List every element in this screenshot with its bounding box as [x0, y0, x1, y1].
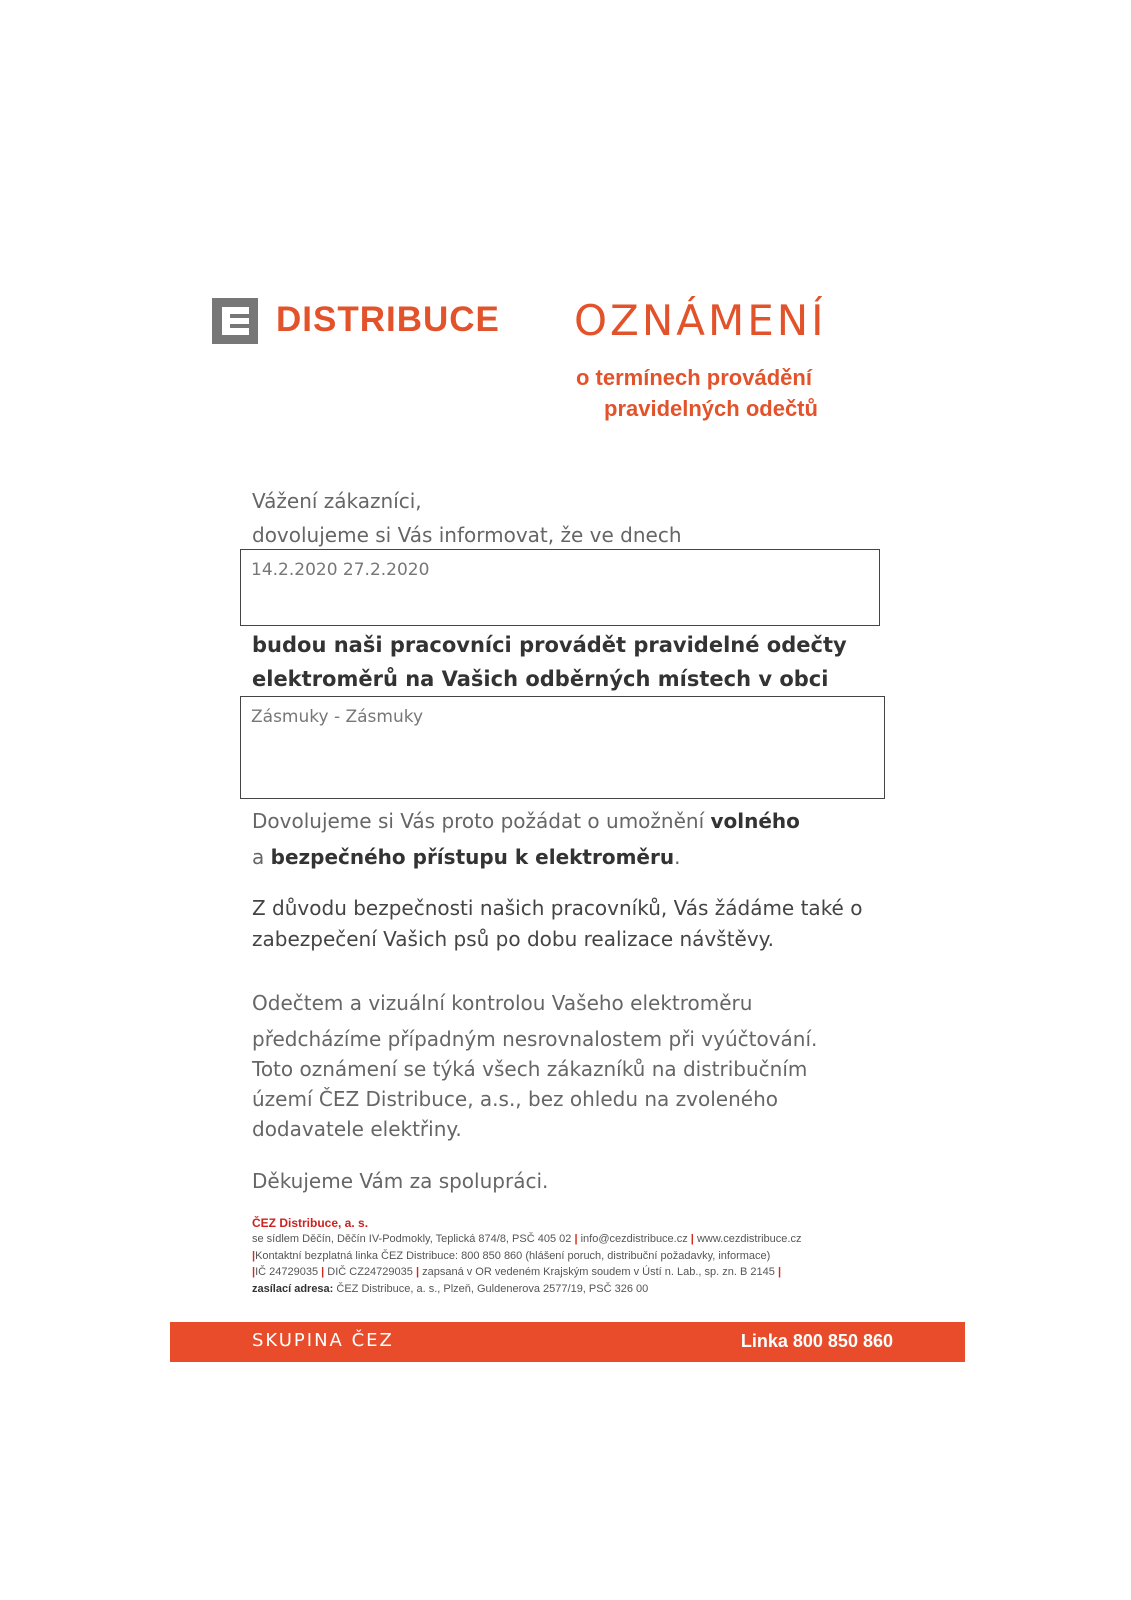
footer-line-2: [252, 1250, 770, 1262]
footer-ico: IČ 24729035: [255, 1266, 319, 1278]
greeting: Vážení zákazníci,: [252, 489, 422, 513]
footer-company: ČEZ Distribuce, a. s.: [252, 1216, 369, 1230]
workers-line-2: elektroměrů na Vašich odběrných místech v obci: [252, 667, 829, 691]
info-line-3: Toto oznámení se týká všech zákazníků na distribučním: [252, 1057, 808, 1081]
access-line-2: [252, 842, 680, 872]
access-line-2-bold: bezpečného přístupu k elektroměru: [270, 845, 675, 869]
hotline-number: Linka 800 850 860: [740, 1331, 893, 1351]
footer-seat: se sídlem Děčín, Děčín IV-Podmokly, Teplická 874/8, PSČ 405 02: [252, 1233, 572, 1245]
thanks-text: Děkujeme Vám za spolupráci.: [252, 1169, 549, 1193]
footer-dic: DIČ CZ24729035: [327, 1266, 413, 1278]
cez-logo-icon: [212, 298, 258, 344]
footer-separator: |: [574, 1233, 578, 1245]
footer-line-4: [252, 1283, 648, 1295]
footer-mail-label: zasílací adresa:: [252, 1283, 334, 1295]
page-title: OZNÁMENÍ: [574, 296, 827, 345]
footer-mail-address: ČEZ Distribuce, a. s., Plzeň, Guldenerova 2577/19, PSČ 326 00: [336, 1283, 649, 1295]
footer-band: [170, 1322, 965, 1362]
logo-text: DISTRIBUCE: [276, 300, 500, 339]
page-subtitle: [576, 362, 846, 424]
footer-separator: |: [415, 1266, 420, 1278]
footer-email-link[interactable]: info@cezdistribuce.cz: [580, 1233, 688, 1245]
municipality-box: [240, 696, 885, 799]
info-line-1: Odečtem a vizuální kontrolou Vašeho elektroměru: [252, 991, 753, 1015]
access-line-1: [252, 806, 800, 836]
dates-value: 14.2.2020 27.2.2020: [251, 560, 430, 580]
footer-separator: |: [252, 1250, 256, 1262]
info-line-2: předcházíme případným nesrovnalostem při vyúčtování.: [252, 1027, 818, 1051]
access-line-2-end: .: [674, 845, 681, 869]
subtitle-line-1: o termínech provádění: [576, 365, 812, 390]
footer-hotline-info: Kontaktní bezplatná linka ČEZ Distribuce: 800 850 860 (hlášení poruch, distribuční požadavky, informace): [255, 1250, 771, 1262]
municipality-value: Zásmuky - Zásmuky: [251, 707, 424, 727]
access-line-1-text: Dovolujeme si Vás proto požádat o umožnění: [252, 809, 711, 833]
access-line-2-text: a: [252, 845, 271, 869]
footer-separator: |: [321, 1266, 325, 1278]
intro-text: dovolujeme si Vás informovat, že ve dnech: [252, 523, 682, 547]
access-line-1-bold: volného: [710, 809, 800, 833]
info-line-4: území ČEZ Distribuce, a.s., bez ohledu na zvoleného: [252, 1087, 778, 1111]
footer-line-3: [252, 1266, 781, 1278]
footer-separator: |: [252, 1266, 256, 1278]
footer-web-link[interactable]: www.cezdistribuce.cz: [696, 1233, 802, 1245]
group-name: SKUPINA ČEZ: [252, 1330, 394, 1351]
footer-register: zapsaná v OR vedeném Krajským soudem v Ústí n. Lab., sp. zn. B 2145: [422, 1266, 775, 1278]
info-line-5: dodavatele elektřiny.: [252, 1117, 462, 1141]
footer-line-1: [252, 1233, 801, 1245]
safety-line-2: zabezpečení Vašich psů po dobu realizace návštěvy.: [252, 927, 775, 951]
subtitle-line-2: pravidelných odečtů: [604, 396, 818, 421]
footer-separator: |: [777, 1266, 782, 1278]
footer-separator: |: [690, 1233, 694, 1245]
safety-line-1: Z důvodu bezpečnosti našich pracovníků, Vás žádáme také o: [252, 896, 863, 920]
dates-box: [240, 549, 880, 626]
workers-line-1: budou naši pracovníci provádět pravidelné odečty: [252, 633, 847, 657]
